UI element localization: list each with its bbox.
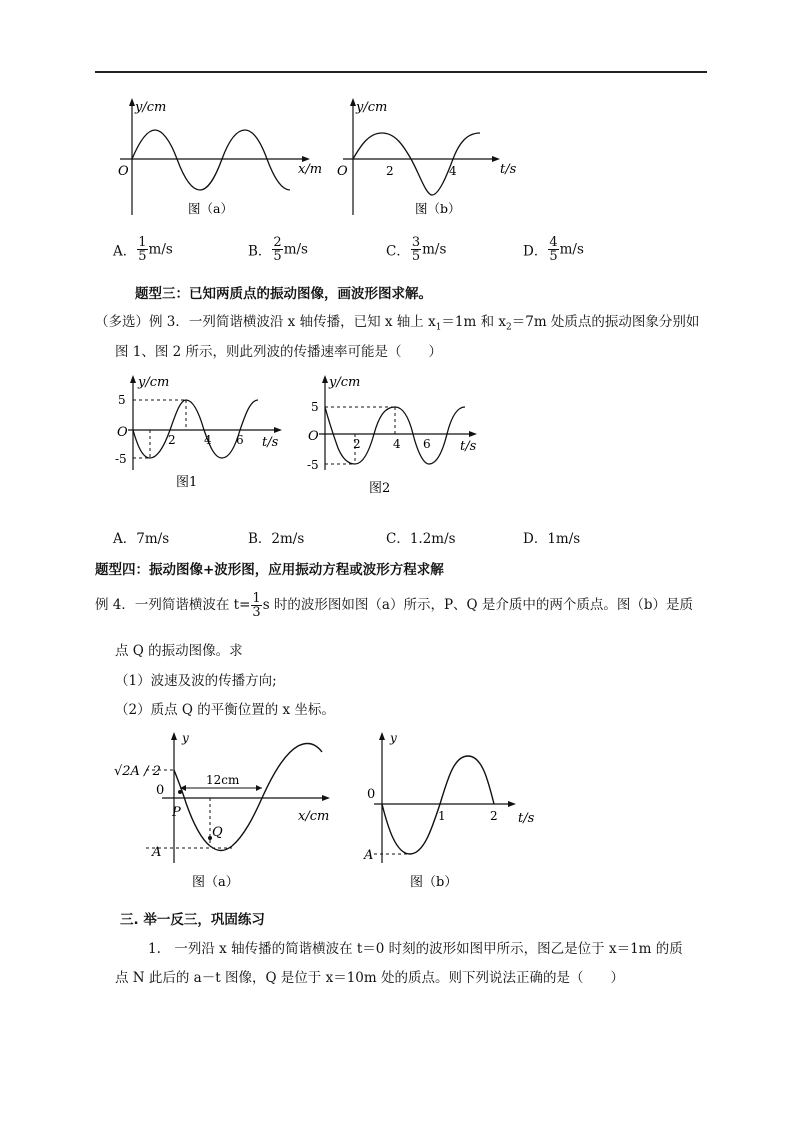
figure-caption: 图（b） <box>415 201 461 216</box>
type4-subquestion-1: （1）波速及波的传播方向; <box>115 673 277 689</box>
vibration-curve <box>382 756 494 854</box>
x-axis-label: t/s <box>518 811 535 826</box>
y-tick-5: 5 <box>311 400 319 414</box>
figure-4a <box>112 728 342 893</box>
option-b: B． $\frac{2}{5}$ m/s <box>248 235 308 264</box>
t-tick-4: 4 <box>204 433 212 447</box>
y-axis-label: y <box>390 731 397 745</box>
figure-caption: 图1 <box>176 475 198 490</box>
t-tick-2: 2 <box>490 809 498 823</box>
type3-option-d: D．1m/s <box>523 531 581 547</box>
figure-caption: 图（b） <box>410 875 458 890</box>
section3-problem1-line1: 1. 一列沿 x 轴传播的简谐横波在 t＝0 时刻的波形如图甲所示，图乙是位于 x＝1m 的质 <box>148 941 683 957</box>
x-axis-label: t/s <box>500 162 517 177</box>
y-axis-label: y <box>182 731 189 745</box>
figure-1 <box>110 372 285 497</box>
type3-option-b: B．2m/s <box>248 531 305 547</box>
figure-4b <box>362 728 552 893</box>
vibration-curve <box>133 400 258 458</box>
y-value-label: √2A / 2 <box>114 764 161 779</box>
t-tick-1: 1 <box>438 809 446 823</box>
point-p-label: P <box>172 805 181 820</box>
header-rule <box>95 71 707 73</box>
figure-caption: 图2 <box>369 481 391 496</box>
y-axis-label: y/cm <box>138 375 170 390</box>
point-q-label: Q <box>212 825 223 840</box>
zero-label: 0 <box>156 783 165 798</box>
t-tick-6: 6 <box>423 437 431 451</box>
y-tick-neg5: -5 <box>115 452 127 466</box>
figure-top-a <box>110 95 330 220</box>
y-axis-label: y/cm <box>356 100 388 115</box>
section3-heading: 三. 举一反三，巩固练习 <box>120 912 265 928</box>
type3-question-line1: （多选）例 3．一列简谐横波沿 x 轴传播，已知 x 轴上 $x_1=1m$ 和 $x_2=7m$ 处质点的振动图象分别如 <box>95 314 700 333</box>
figure-caption: 图（a） <box>188 201 233 216</box>
type3-option-c: C．1.2m/s <box>386 531 456 547</box>
distance-label: 12cm <box>206 773 240 787</box>
origin-label: O <box>337 164 348 179</box>
t-tick-2: 2 <box>168 433 176 447</box>
t-tick-4: 4 <box>393 437 401 451</box>
x-axis-label: x/m <box>298 162 323 177</box>
type4-heading: 题型四：振动图像+波形图，应用振动方程或波形方程求解 <box>95 562 444 578</box>
origin-label: O <box>118 164 129 179</box>
wave-curve <box>174 744 322 851</box>
type3-option-a: A．7m/s <box>113 531 170 547</box>
vibration-curve <box>353 133 480 195</box>
option-d: D． $\frac{4}{5}$ m/s <box>523 235 584 264</box>
figure-2 <box>305 372 485 497</box>
origin-label: O <box>117 425 128 440</box>
option-c: C． $\frac{3}{5}$ m/s <box>386 235 447 264</box>
type4-question-line1: 例 4．一列简谐横波在 t= $\frac{1}{3}$ s 时的波形图如图（a）所示，P、Q 是介质中的两个质点。图（b）是质 <box>95 591 694 620</box>
y-tick-neg5: -5 <box>307 458 319 472</box>
type3-heading: 题型三：已知两质点的振动图像，画波形图求解。 <box>135 286 432 302</box>
x-axis-label: x/cm <box>298 809 330 824</box>
y-axis-label: y/cm <box>135 100 167 115</box>
type3-question-line2: 图 1、图 2 所示，则此列波的传播速率可能是（ ） <box>115 344 443 360</box>
x-axis-label: t/s <box>262 435 279 450</box>
origin-label: O <box>308 429 319 444</box>
tick-4: 4 <box>449 164 457 178</box>
t-tick-2: 2 <box>353 437 361 451</box>
amplitude-label: A <box>364 848 374 863</box>
figure-top-b <box>335 95 535 220</box>
zero-label: 0 <box>367 787 376 802</box>
y-tick-5: 5 <box>118 393 126 407</box>
amplitude-label: A <box>152 845 162 860</box>
wave-curve <box>132 130 290 190</box>
y-axis-label: y/cm <box>329 375 361 390</box>
figure-caption: 图（a） <box>192 875 239 890</box>
option-a: A． $\frac{1}{5}$ m/s <box>113 235 173 264</box>
type4-question-line2: 点 Q 的振动图像。求 <box>115 643 243 659</box>
section3-problem1-line2: 点 N 此后的 a－t 图像，Q 是位于 x＝10m 处的质点。则下列说法正确的是（ ） <box>115 970 624 986</box>
x-axis-label: t/s <box>460 439 477 454</box>
tick-2: 2 <box>386 164 394 178</box>
t-tick-6: 6 <box>236 433 244 447</box>
type4-subquestion-2: （2）质点 Q 的平衡位置的 x 坐标。 <box>115 702 335 718</box>
